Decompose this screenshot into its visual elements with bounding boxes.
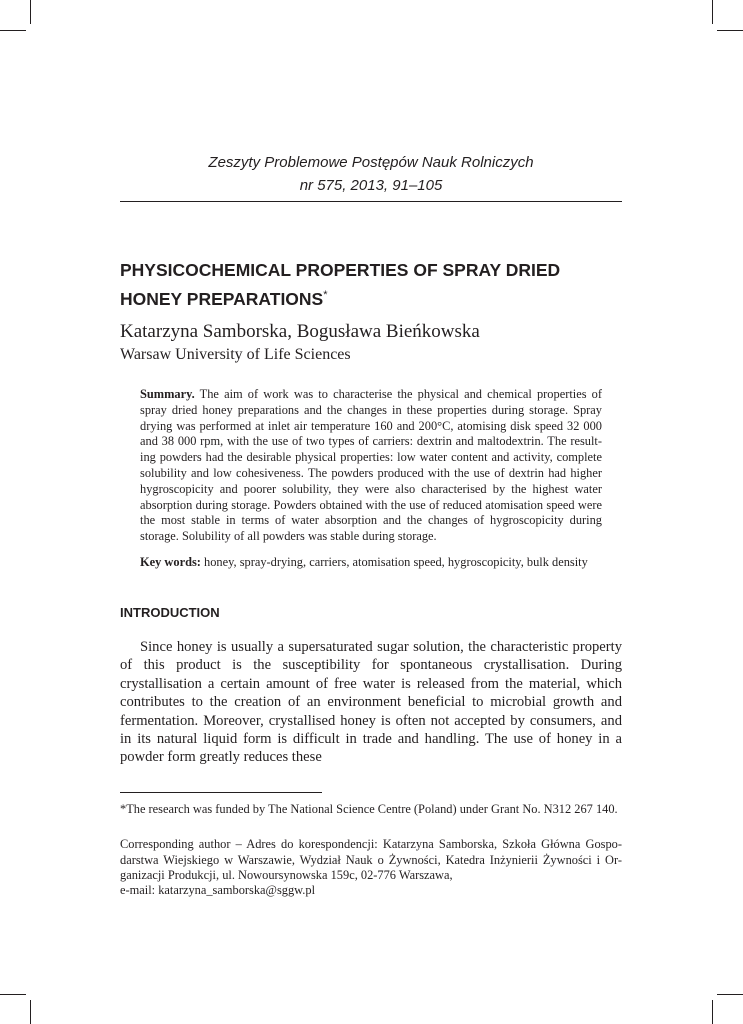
- affiliation: Warsaw University of Life Sciences: [120, 346, 351, 363]
- crop-mark: [717, 994, 743, 995]
- journal-name: Zeszyty Problemowe Postępów Nauk Rolniczych: [208, 154, 534, 171]
- crop-mark: [0, 30, 26, 31]
- keywords: [140, 554, 620, 570]
- keywords-text: honey, spray-drying, carriers, atomisation speed, hygroscopicity, bulk density: [200, 555, 588, 569]
- journal-issue: nr 575, 2013, 91–105: [299, 177, 443, 194]
- title-line-1: PHYSICOCHEMICAL PROPERTIES OF SPRAY DRIED: [120, 260, 561, 280]
- crop-mark: [712, 0, 713, 24]
- footnote-email: e-mail: katarzyna_samborska@sggw.pl: [120, 883, 316, 897]
- authors: Katarzyna Samborska, Bogusława Bieńkowska: [120, 321, 480, 342]
- introduction-paragraph: Since honey is usually a supersaturated sugar solution, the characteristic property of this product is the susceptibility for spontaneous crystallisation. During crystallisation a certain amount of free water is released from the material, which contributes to the creation of an environment beneficial to microbial growth and fermentation. Moreover, crystallised honey is often not accepted by consumers, and in its natural liquid form is difficult in trade and handling. The use of honey in a powder form greatly reduces these: [120, 639, 622, 766]
- summary-text: The aim of work was to characterise the physical and chemical properties of spray dried honey preparations and the changes in these properties during storage. Spray drying was performed at inlet air temperature 160 and 200°C, atomising disk speed 32 000 and 38 000 rpm, with the use of two types of carriers: dextrin and maltodextrin. The result-ing powders had the desirable physical properties: low water content and activity, complete solubility and low cohesiveness. The powders produced with the use of dextrin had higher hygroscopicity and poorer solubility, they were also characterised by the highest water absorption during storage. Powders obtained with the use of reduced atomisation speed were the most stable in terms of water absorption and the changes of hygroscopicity during storage. Solubility of all powders was stable during storage.: [140, 387, 602, 544]
- footnote-corresponding: Corresponding author – Adres do korespondencji: Katarzyna Samborska, Szkoła Główna Gospo-darstwa Wiejskiego w Warszawie, Wydział Nauk o Żywności, Katedra Inżynierii Żywności i Or-ganizacji Produkcji, ul. Nowoursynowska 159c, 02-776 Warszawa,: [120, 837, 622, 883]
- crop-mark: [30, 1000, 31, 1024]
- title-line-2: HONEY PREPARATIONS: [120, 288, 324, 309]
- article-title: [120, 258, 640, 312]
- header-rule: [120, 201, 622, 202]
- title-footnote-mark: *: [323, 289, 328, 301]
- crop-mark: [30, 0, 31, 24]
- summary-label: Summary.: [140, 387, 195, 401]
- crop-mark: [0, 994, 26, 995]
- footnote-rule: [120, 792, 322, 793]
- summary: [140, 387, 602, 545]
- crop-mark: [712, 1000, 713, 1024]
- section-heading-introduction: INTRODUCTION: [120, 605, 220, 620]
- crop-mark: [717, 30, 743, 31]
- footnote-funding: *The research was funded by The National Science Centre (Poland) under Grant No. N312 267 140.: [120, 802, 618, 816]
- keywords-label: Key words:: [140, 555, 201, 569]
